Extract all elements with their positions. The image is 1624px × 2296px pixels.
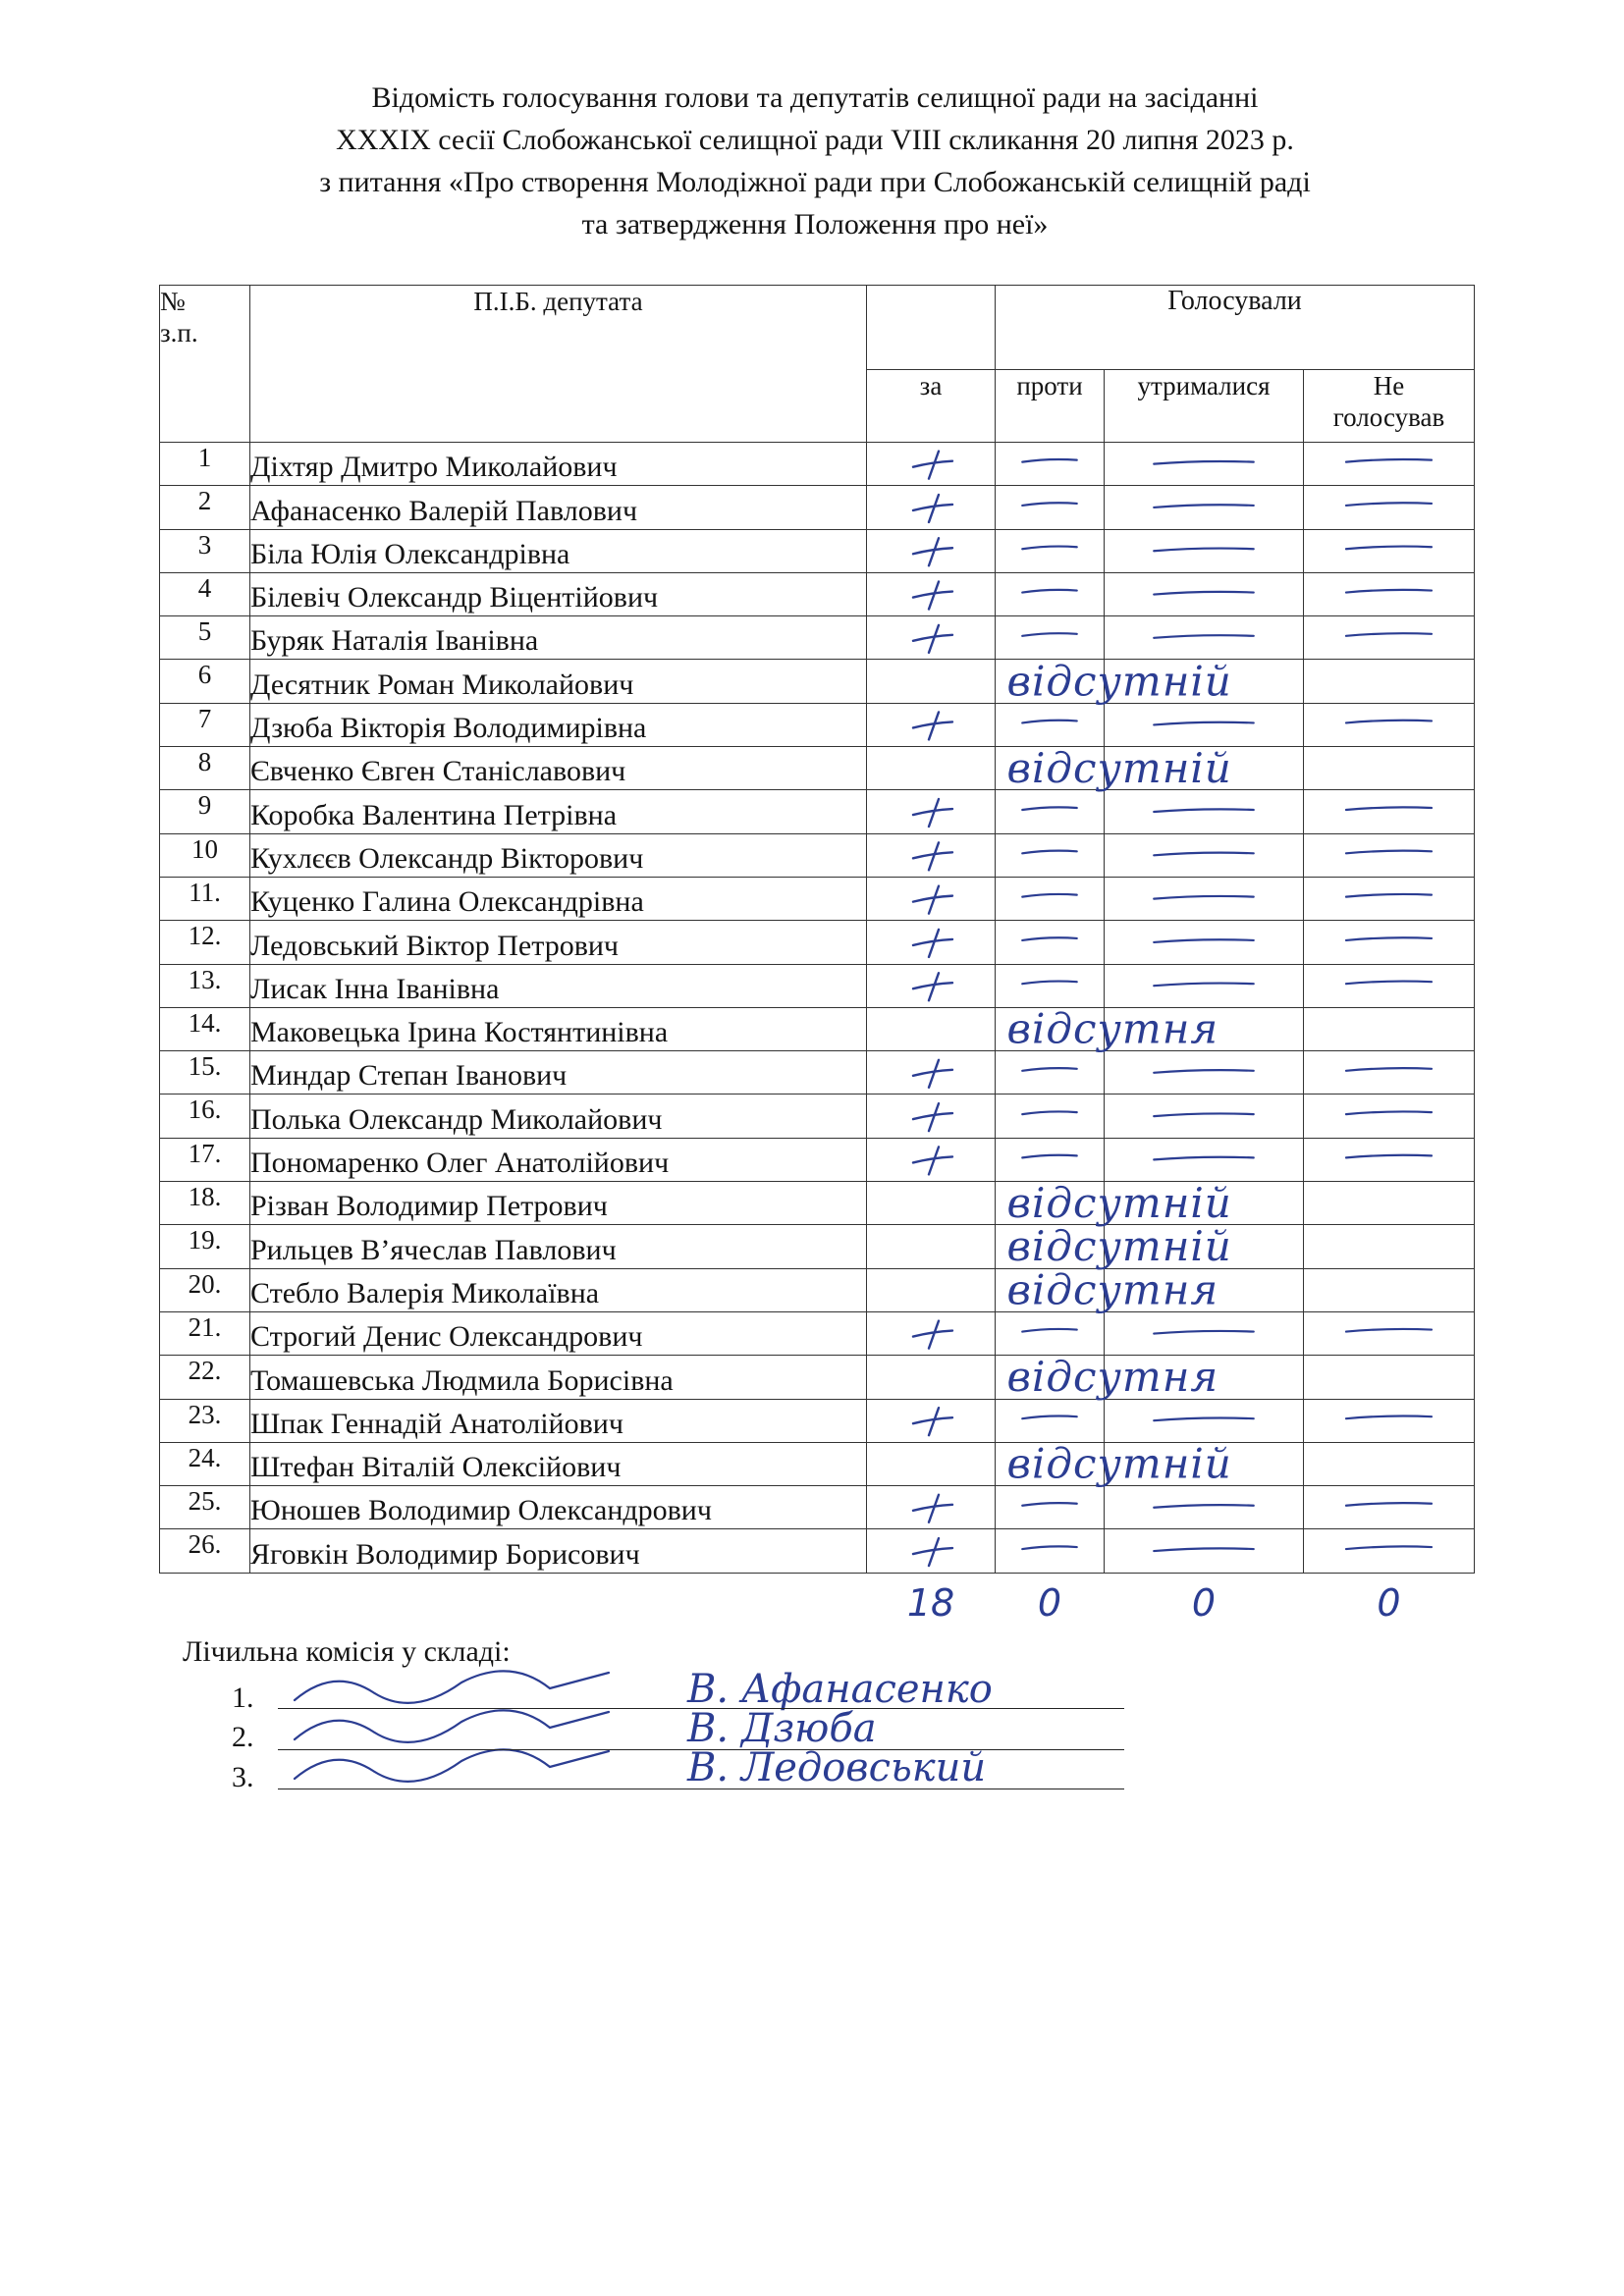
table-row [160,747,1475,790]
row-number: 22. [160,1356,250,1399]
cell-not-voted [1304,443,1475,486]
table-row [160,660,1475,703]
cell-for [867,660,996,703]
table-row [160,877,1475,920]
table-row [160,443,1475,486]
row-number: 3 [160,529,250,572]
cell-for [867,1399,996,1442]
cell-for [867,747,996,790]
cell-not-voted [1304,1399,1475,1442]
cell-abstained [1105,747,1304,790]
deputy-name: Яговкін Володимир Борисович [250,1529,867,1573]
cell-against [996,1007,1105,1050]
deputy-name: Томашевська Людмила Борисівна [250,1356,867,1399]
signature-scribble [295,1710,609,1742]
header-number-abbr: з.п. [160,318,198,347]
cell-abstained [1105,443,1304,486]
document-title [157,77,1473,245]
header-number [160,286,250,443]
table-row [160,833,1475,877]
voting-table [159,285,1475,1574]
cell-against [996,790,1105,833]
absent-note: відсутня [1006,1004,1219,1053]
deputy-name: Афанасенко Валерій Павлович [250,486,867,529]
cell-against [996,1486,1105,1529]
deputy-name: Маковецька Ірина Костянтинівна [250,1007,867,1050]
cell-abstained [1105,964,1304,1007]
row-number: 19. [160,1225,250,1268]
row-number: 16. [160,1095,250,1138]
cell-against [996,747,1105,790]
cell-abstained [1105,833,1304,877]
deputy-name: Юношев Володимир Олександрович [250,1486,867,1529]
commission-member-2-number: 2. [232,1721,254,1753]
row-number: 13. [160,964,250,1007]
deputy-name: Рильцев В’ячеслав Павлович [250,1225,867,1268]
vote-total: 18 [906,1581,955,1626]
cell-for [867,1268,996,1311]
header-against: проти [996,370,1105,443]
deputy-name: Десятник Роман Миколайович [250,660,867,703]
cell-against [996,921,1105,964]
cell-against [996,443,1105,486]
cell-for [867,572,996,615]
cell-against [996,1311,1105,1355]
table-row [160,529,1475,572]
cell-abstained [1105,1356,1304,1399]
cell-not-voted [1304,703,1475,746]
cell-abstained [1105,921,1304,964]
cell-abstained [1105,1138,1304,1181]
cell-not-voted [1304,790,1475,833]
row-number: 6 [160,660,250,703]
cell-abstained [1105,877,1304,920]
row-number: 2 [160,486,250,529]
cell-not-voted [1304,1182,1475,1225]
table-row [160,1095,1475,1138]
cell-for [867,877,996,920]
cell-for [867,921,996,964]
cell-not-voted [1304,572,1475,615]
commission-member-name: В. Афанасенко [687,1667,993,1712]
cell-for [867,1225,996,1268]
row-number: 24. [160,1442,250,1485]
deputy-name: Миндар Степан Іванович [250,1051,867,1095]
deputy-name: Полька Олександр Миколайович [250,1095,867,1138]
row-number: 18. [160,1182,250,1225]
cell-against [996,1225,1105,1268]
table-row [160,616,1475,660]
cell-not-voted [1304,1311,1475,1355]
row-number: 12. [160,921,250,964]
deputy-name: Різван Володимир Петрович [250,1182,867,1225]
cell-not-voted [1304,747,1475,790]
cell-against [996,964,1105,1007]
cell-against [996,660,1105,703]
deputy-name: Штефан Віталій Олексійович [250,1442,867,1485]
title-line-3: з питання «Про створення Молодіжної ради при Слобожанській селищній раді [319,166,1311,198]
cell-not-voted [1304,660,1475,703]
cell-not-voted [1304,1138,1475,1181]
cell-against [996,1399,1105,1442]
cell-not-voted [1304,1529,1475,1573]
table-row [160,486,1475,529]
cell-for [867,486,996,529]
table-row [160,1007,1475,1050]
cell-not-voted [1304,1268,1475,1311]
cell-not-voted [1304,1225,1475,1268]
table-row [160,1486,1475,1529]
cell-abstained [1105,1268,1304,1311]
cell-not-voted [1304,877,1475,920]
header-blank [867,286,996,370]
cell-for [867,703,996,746]
vote-total: 0 [1037,1581,1062,1626]
cell-for [867,833,996,877]
table-row [160,1442,1475,1485]
cell-not-voted [1304,1356,1475,1399]
commission-member-3-number: 3. [232,1761,254,1793]
cell-not-voted [1304,529,1475,572]
cell-against [996,833,1105,877]
deputy-name: Буряк Наталія Іванівна [250,616,867,660]
cell-abstained [1105,1182,1304,1225]
cell-abstained [1105,1225,1304,1268]
cell-against [996,1442,1105,1485]
cell-abstained [1105,1442,1304,1485]
cell-abstained [1105,1486,1304,1529]
cell-for [867,1138,996,1181]
cell-for [867,1095,996,1138]
cell-for [867,1442,996,1485]
cell-against [996,1356,1105,1399]
header-for: за [867,370,996,443]
cell-abstained [1105,1399,1304,1442]
vote-total: 0 [1377,1581,1401,1626]
commission-member-name: В. Ледовський [687,1745,987,1790]
cell-for [867,1356,996,1399]
deputy-name: Коробка Валентина Петрівна [250,790,867,833]
title-line-4: та затвердження Положення про неї» [581,208,1049,240]
cell-for [867,790,996,833]
cell-abstained [1105,1529,1304,1573]
cell-against [996,1095,1105,1138]
commission-label: Лічильна комісія у складі: [183,1635,511,1668]
row-number: 25. [160,1486,250,1529]
cell-for [867,1182,996,1225]
row-number: 9 [160,790,250,833]
cell-against [996,703,1105,746]
signature-line-1 [278,1708,1124,1709]
absent-note: відсутня [1006,1353,1219,1402]
table-row [160,1399,1475,1442]
commission-member-1-number: 1. [232,1682,254,1714]
cell-abstained [1105,572,1304,615]
cell-for [867,1486,996,1529]
deputy-name: Діхтяр Дмитро Миколайович [250,443,867,486]
row-number: 15. [160,1051,250,1095]
cell-abstained [1105,1007,1304,1050]
absent-note: відсутній [1006,1178,1232,1227]
deputy-name: Кухлєєв Олександр Вікторович [250,833,867,877]
row-number: 5 [160,616,250,660]
row-number: 21. [160,1311,250,1355]
cell-abstained [1105,660,1304,703]
cell-not-voted [1304,486,1475,529]
cell-for [867,616,996,660]
cell-not-voted [1304,1095,1475,1138]
table-row [160,572,1475,615]
absent-note: відсутній [1006,743,1232,792]
cell-for [867,1051,996,1095]
cell-against [996,1182,1105,1225]
table-row [160,1311,1475,1355]
deputy-name: Ледовський Віктор Петрович [250,921,867,964]
deputy-name: Євченко Євген Станіславович [250,747,867,790]
signature-scribble [295,1671,609,1703]
table-row [160,1268,1475,1311]
deputy-name: Лисак Інна Іванівна [250,964,867,1007]
row-number: 7 [160,703,250,746]
table-row [160,921,1475,964]
commission-member-name: В. Дзюба [687,1706,877,1751]
cell-against [996,1529,1105,1573]
header-abstained: утрималися [1105,370,1304,443]
cell-abstained [1105,703,1304,746]
cell-for [867,964,996,1007]
cell-against [996,1051,1105,1095]
deputy-name: Білевіч Олександр Віцентійович [250,572,867,615]
cell-not-voted [1304,921,1475,964]
cell-not-voted [1304,616,1475,660]
cell-for [867,1007,996,1050]
table-row [160,1356,1475,1399]
row-number: 4 [160,572,250,615]
cell-not-voted [1304,1051,1475,1095]
row-number: 26. [160,1529,250,1573]
table-row [160,1051,1475,1095]
cell-abstained [1105,1051,1304,1095]
row-number: 14. [160,1007,250,1050]
table-row [160,1225,1475,1268]
deputy-name: Строгий Денис Олександрович [250,1311,867,1355]
deputy-name: Стебло Валерія Миколаївна [250,1268,867,1311]
cell-not-voted [1304,1442,1475,1485]
row-number: 20. [160,1268,250,1311]
cell-abstained [1105,1095,1304,1138]
absent-note: відсутня [1006,1265,1219,1314]
absent-note: відсутній [1006,1222,1232,1271]
cell-for [867,529,996,572]
cell-for [867,1529,996,1573]
cell-not-voted [1304,964,1475,1007]
header-number-sign: № [160,287,186,316]
cell-against [996,877,1105,920]
cell-abstained [1105,616,1304,660]
row-number: 11. [160,877,250,920]
title-line-1: Відомість голосування голови та депутатів селищної ради на засіданні [371,81,1259,114]
header-voted: Голосували [996,286,1475,370]
signature-scribble [295,1749,609,1782]
row-number: 23. [160,1399,250,1442]
deputy-name: Дзюба Вікторія Володимирівна [250,703,867,746]
cell-not-voted [1304,1486,1475,1529]
table-row [160,703,1475,746]
deputy-name: Куценко Галина Олександрівна [250,877,867,920]
row-number: 1 [160,443,250,486]
row-number: 10 [160,833,250,877]
row-number: 8 [160,747,250,790]
header-not-voted-line2: голосував [1332,402,1445,432]
cell-against [996,529,1105,572]
header-not-voted [1304,370,1475,443]
deputy-name: Пономаренко Олег Анатолійович [250,1138,867,1181]
vote-total: 0 [1191,1581,1217,1626]
title-line-2: XXXIX сесії Слобожанської селищної ради VIII скликання 20 липня 2023 р. [336,124,1294,156]
table-row [160,964,1475,1007]
header-not-voted-line1: Не [1373,371,1405,400]
cell-abstained [1105,529,1304,572]
cell-for [867,1311,996,1355]
cell-against [996,486,1105,529]
table-row [160,1529,1475,1573]
absent-note: відсутній [1006,1439,1232,1488]
header-deputy-name: П.І.Б. депутата [250,286,867,443]
table-row [160,1182,1475,1225]
deputy-name: Шпак Геннадій Анатолійович [250,1399,867,1442]
absent-note: відсутній [1006,657,1232,706]
cell-not-voted [1304,833,1475,877]
cell-abstained [1105,486,1304,529]
cell-not-voted [1304,1007,1475,1050]
table-row [160,790,1475,833]
deputy-name: Біла Юлія Олександрівна [250,529,867,572]
signature-line-2 [278,1749,1124,1750]
cell-abstained [1105,1311,1304,1355]
cell-against [996,572,1105,615]
cell-for [867,443,996,486]
cell-against [996,616,1105,660]
row-number: 17. [160,1138,250,1181]
cell-against [996,1268,1105,1311]
cell-against [996,1138,1105,1181]
table-row [160,1138,1475,1181]
cell-abstained [1105,790,1304,833]
